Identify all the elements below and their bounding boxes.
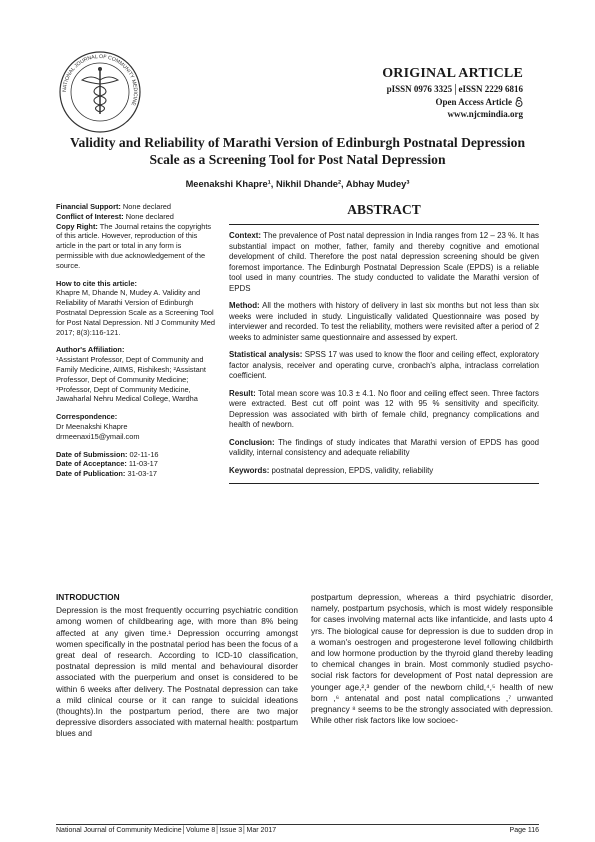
citation: How to cite this article: Khapre M, Dhande N, Mudey A. Validity and Reliability of Marathi Version of Edinburgh Postnatal Depression Scale as a Screening Tool for Post Natal Depression. Ntl J Community Med 2017; 8(3):116-121.: [56, 278, 215, 337]
abstract-conclusion: Conclusion: The findings of study indicates that Marathi version of EPDS has good validity, internal consistency and adequate reliability: [229, 437, 539, 457]
conflict-label: Conflict of Interest:: [56, 211, 124, 221]
abstract-statistics: Statistical analysis: SPSS 17 was used to know the floor and ceiling effect, exploratory factor analysis, receiver and operating curve, cronbach's alpha, intraclass correlation coefficient.: [229, 350, 539, 380]
abstract-divider: [229, 483, 539, 484]
abstract-context: Context: The prevalence of Post natal depression in India ranges from 12 – 23 %. It has substantial impact on mother, father, family and thereby cognitive and emotional development of child. Therefore the post natal depression screening should be given foremost importance. The Edinburgh Postnatal Depression Scale (EPDS) is a reliable tool used in many countries. The study conducted to validate the Marathi version of EPDS: [229, 231, 539, 293]
dates: Date of Submission: 02-11-16 Date of Acceptance: 11-03-17 Date of Publication: 31-03-17: [56, 449, 159, 479]
intro-heading: INTRODUCTION: [56, 592, 120, 602]
footer-page: Page 116: [509, 827, 539, 834]
article-type: ORIGINAL ARTICLE: [382, 66, 523, 81]
financial-support: Financial Support: None declared Conflict of Interest: None declared Copy Right: The Journal retains the copyrights of this article. However, reproduction of this article in the part or total in any form is permissible with due acknowledgement of the source.: [56, 202, 212, 270]
page-footer: [56, 824, 539, 834]
open-access-label: Open Access Article: [435, 97, 512, 107]
issn-line: pISSN 0976 3325│eISSN 2229 6816: [386, 84, 523, 94]
correspondence-email[interactable]: drmeenaxi15@ymail.com: [56, 431, 140, 441]
intro-text-1: Depression is the most frequently occurring psychiatric condition among women of childbearing age, with more than 8% being affected at any given time.¹ Depression occurring amongst women specifically in the postnatal period has been the focus of a great deal of research. According to ICD-10 classification, postnatal depression is mild mental and behavioural disorder associated with the puerperium and onset is considered to be within 6 weeks after delivery. The Postnatal depression can take a mild clinical course or it can range to suicidal ideations (thoughts).In the postpartum period, there are two major depressive disorders associated with maternal health: postpartum blues and: [56, 605, 298, 739]
open-access-line: [436, 97, 523, 107]
paper-title: Validity and Reliability of Marathi Version of Edinburgh Postnatal Depression Scale as a Screening Tool for Post Natal Depression: [69, 135, 526, 167]
abstract-section: [229, 202, 539, 484]
footer-journal: National Journal of Community Medicine│Volume 8│Issue 3│Mar 2017: [56, 827, 277, 834]
abstract-heading: ABSTRACT: [347, 202, 421, 217]
intro-column-2: [311, 592, 553, 726]
article-info-sidebar: [56, 202, 216, 487]
abstract-keywords: Keywords: postnatal depression, EPDS, validity, reliability: [229, 465, 434, 475]
correspondence: Correspondence: Dr Meenakshi Khapre drmeenaxi15@ymail.com: [56, 412, 140, 441]
logo-ring-text: NATIONAL JOURNAL OF COMMUNITY MEDICINE: [61, 53, 139, 107]
journal-url[interactable]: www.njcmindia.org: [447, 109, 523, 119]
author-list: Meenakshi Khapre¹, Nikhil Dhande², Abhay Mudey³: [185, 179, 410, 189]
intro-column-1: [56, 592, 298, 740]
journal-logo: [58, 50, 142, 134]
intro-text-2: postpartum depression, whereas a third psychiatric disorder, namely, postpartum psychosis, which is most widely responsible for cases involving maternal acts like infanticide, and lasts upto 4 yrs. The biological cause for depression is due to sudden drop in a woman's oestrogen and progesterone level following childbirth and low hormone production by the thyroid gland thereby leading to chemical changes in brain. Most commonly studied psycho-social risk factors for development of Post natal depression are younger age,²,³ gender of the newborn child,⁴,⁵ health of new born ,⁶ antenatal and post natal complications ,⁷ unwanted pregnancy ⁸ seems to be the strongly associated with depression. While other risk factors like low socioec-: [311, 592, 553, 726]
copyright-label: Copy Right:: [56, 221, 98, 231]
open-access-lock-icon: [515, 97, 523, 107]
abstract-method: Method: All the mothers with history of delivery in last six months but not less than six weeks were included in study. Linguistically validated Questionnaire was posed by interviewer and recorded. To test the reliability, mothers were revisited after a period of 2 weeks to administer same questionnaire and assessed by expert.: [229, 301, 539, 342]
abstract-result: Result: Total mean score was 10.3 ± 4.1. No floor and ceiling effect seen. Three factors were extracted. Best cut off point was 12 with 95 % sensitivity and specificity. Depression was associated with birth of female child, pregnancy complications and health of newborn.: [229, 388, 539, 429]
affiliation: Author's Affiliation: ¹Assistant Professor, Dept of Community and Family Medicine, AIIMS, Rishikesh; ²Assistant Professor, Dept of Community Medicine; ³Professor, Dept of Community Medicine, Jawaharlal Nehru Medical College, Wardha: [56, 345, 206, 404]
